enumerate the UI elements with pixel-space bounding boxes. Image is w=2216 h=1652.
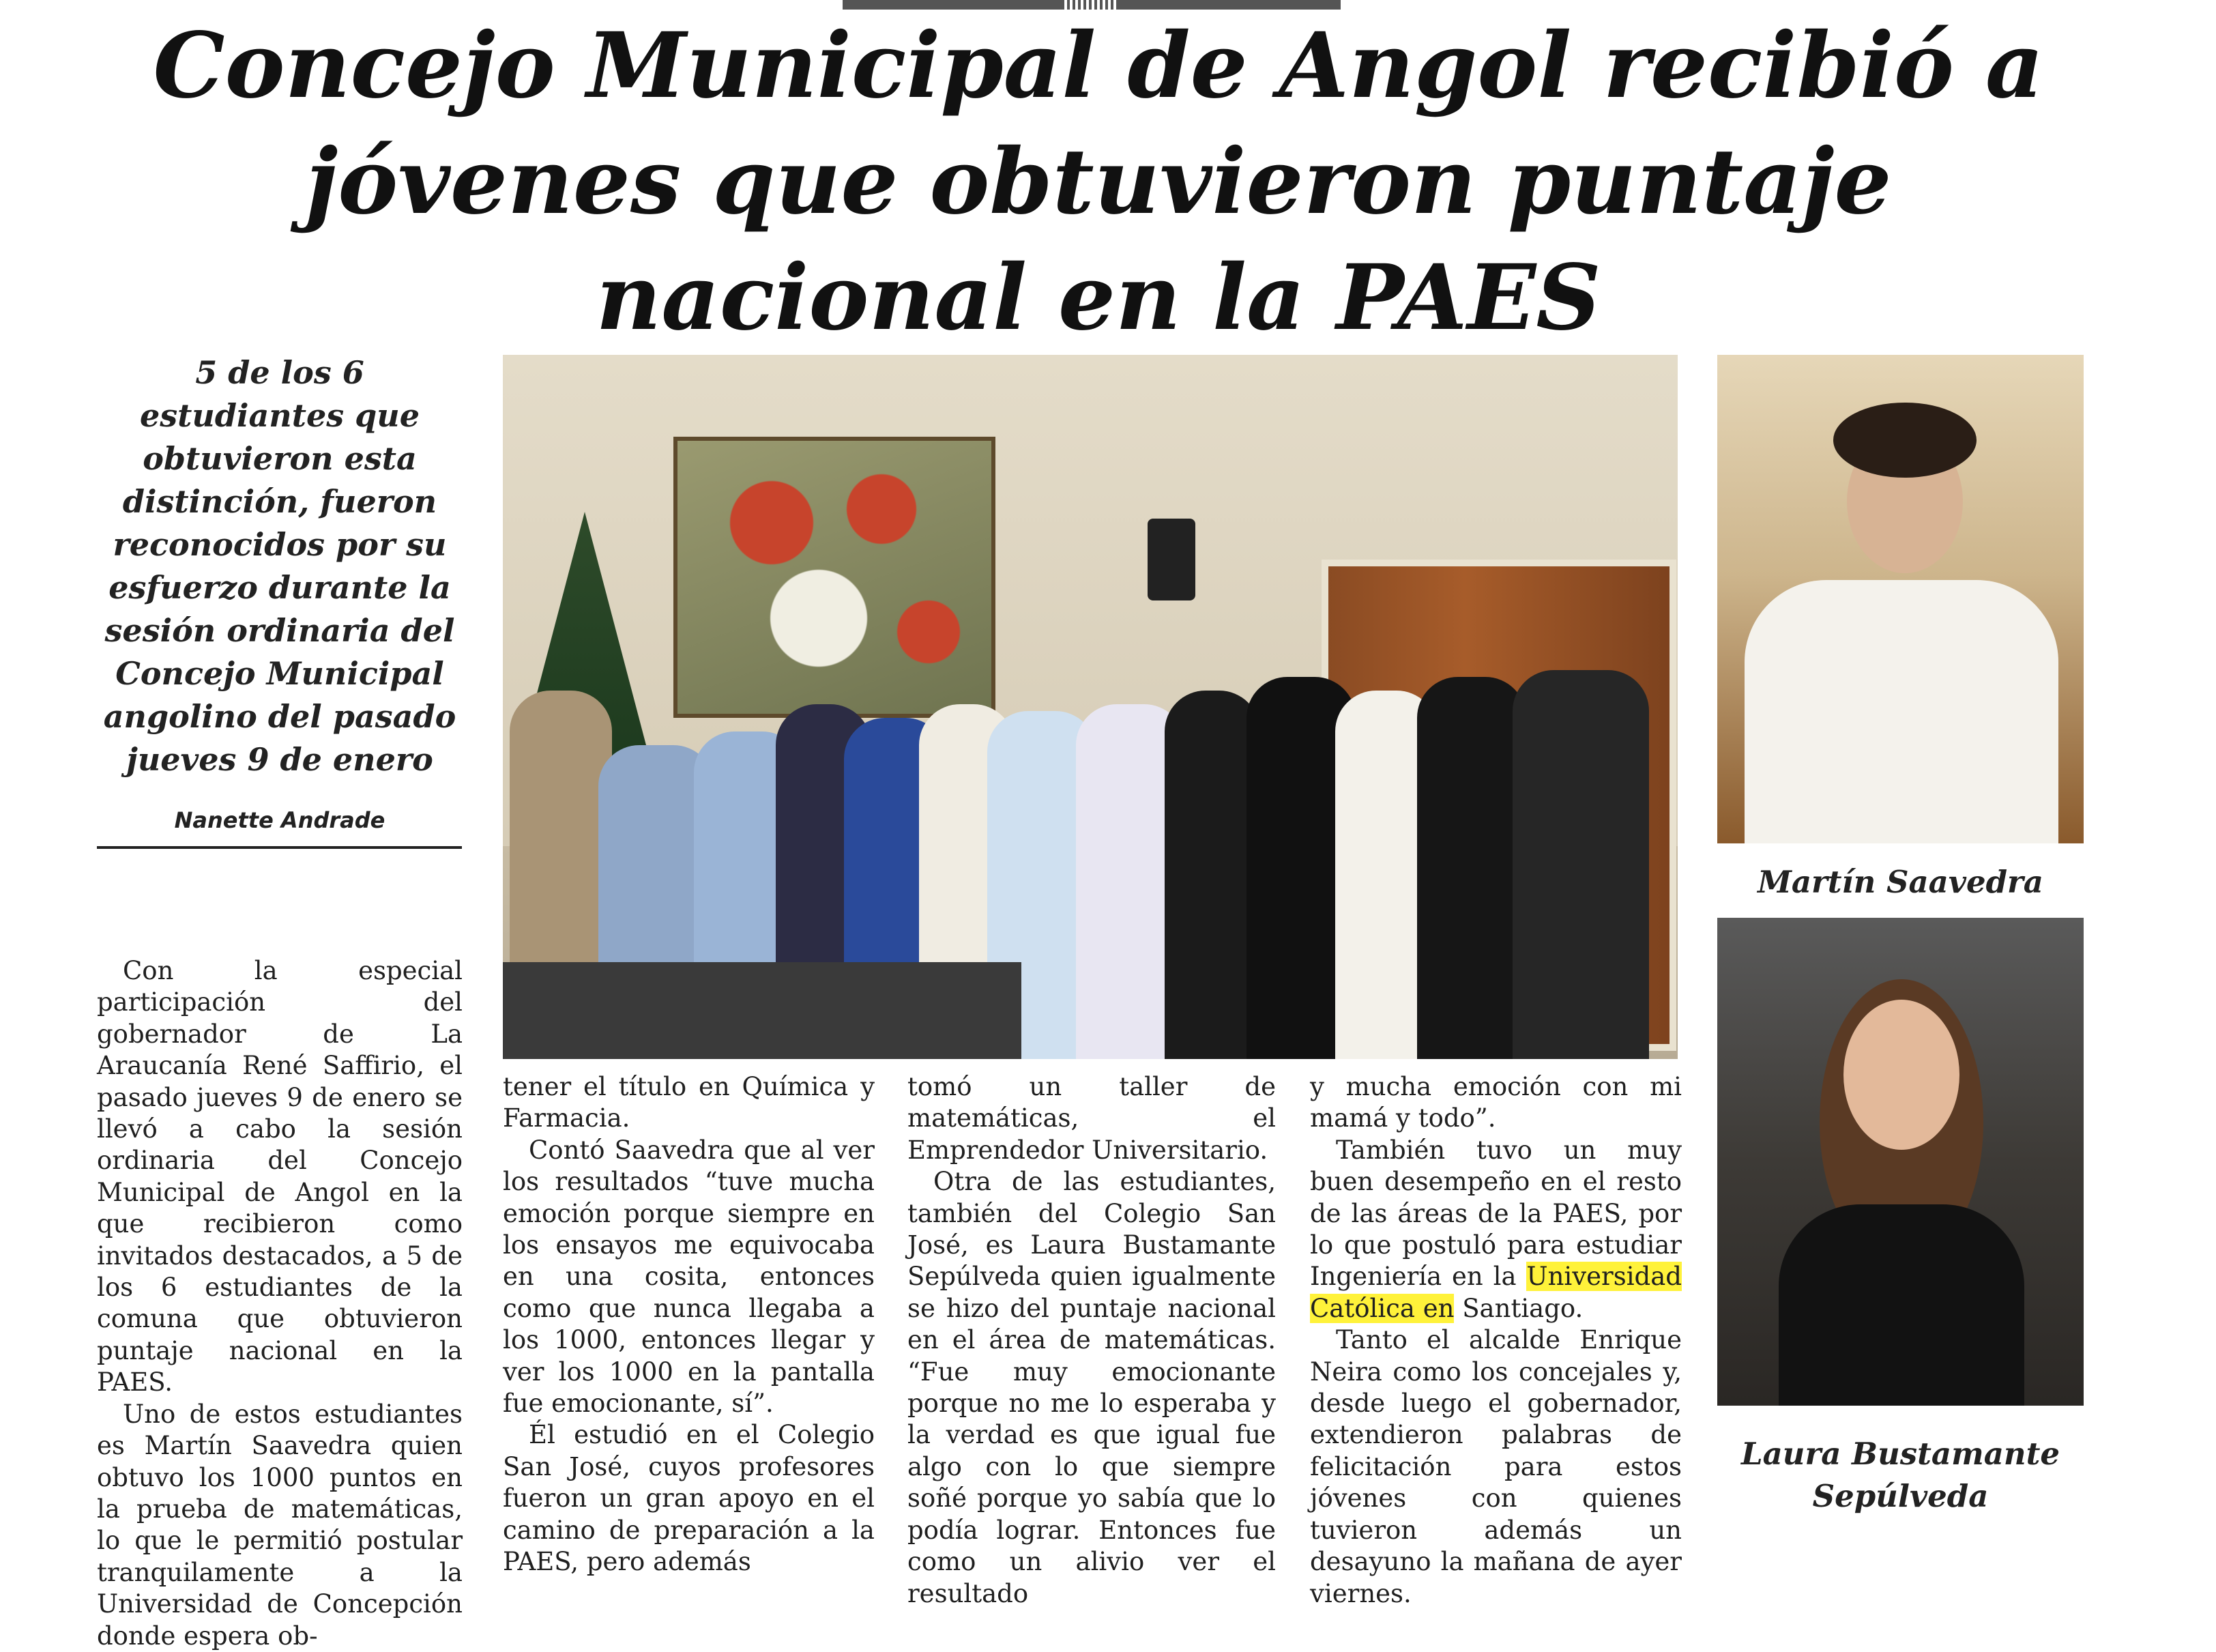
caption-laura	[1717, 1433, 2084, 1518]
paragraph: Uno de estos estudiantes es Martín Saavedra quien obtuvo los 1000 puntos en la prueba de matemáticas, lo que le permitió postular tranquilamente a la Universidad de Concepción donde espera ob-	[97, 1399, 463, 1651]
body-column-2	[503, 1071, 875, 1578]
portrait-laura	[1717, 918, 2084, 1406]
paragraph: tomó un taller de matemáticas, el Emprendedor Universitario.	[907, 1072, 1276, 1165]
byline-divider	[97, 846, 462, 849]
portrait-martin	[1717, 355, 2084, 843]
photo-speaker	[1148, 519, 1195, 600]
body-column-4	[1310, 1071, 1682, 1610]
paragraph-text: También tuvo un muy buen desempeño en el resto de las áreas de la PAES, por lo que postuló para estudiar Ingeniería en la	[1310, 1135, 1682, 1292]
byline: Nanette Andrade	[174, 807, 385, 833]
caption-laura-line1: Laura Bustamante	[1741, 1436, 2060, 1472]
portrait-top	[1779, 1204, 2024, 1406]
photo-table	[503, 962, 1021, 1059]
paragraph: Otra de las estudiantes, también del Colegio San José, es Laura Bustamante Sepúlveda quien igualmente se hizo del puntaje nacional en el área de matemáticas. “Fue muy emocionante porque no me lo esperaba y la verdad es que igual fue algo con lo que siempre soñé porque yo sabía que lo podía lograr. Entonces fue como un alivio ver el resultado	[907, 1167, 1276, 1608]
group-photo	[503, 355, 1678, 1059]
photo-person	[1513, 670, 1649, 1059]
paragraph: tener el título en Química y Farmacia.	[503, 1072, 875, 1133]
paragraph	[1310, 1135, 1682, 1324]
photo-person	[1417, 677, 1526, 1059]
paragraph: y mucha emoción con mi mamá y todo”.	[1310, 1072, 1682, 1133]
paragraph: Con la especial participación del gobernador de La Araucanía René Saffirio, el pasado jueves 9 de enero se llevó a cabo la sesión ordinaria del Concejo Municipal de Angol en la que recibieron como invitados destacados, a 5 de los 6 estudiantes de la comuna que obtuvieron puntaje nacional en la PAES.	[97, 956, 463, 1397]
paragraph: Él estudió en el Colegio San José, cuyos profesores fueron un gran apoyo en el camino de preparación a la PAES, pero además	[503, 1420, 875, 1577]
paragraph: Tanto el alcalde Enrique Neira como los concejales y, desde luego el gobernador, extendieron palabras de felicitación para estos jóvenes con quienes tuvieron además un desayuno la mañana de ayer viernes.	[1310, 1325, 1682, 1608]
portrait-hair	[1833, 403, 1977, 478]
caption-laura-line2: Sepúlveda	[1812, 1478, 1989, 1514]
paragraph-text: Santiago.	[1454, 1293, 1584, 1323]
photo-person	[1165, 691, 1260, 1059]
body-column-1	[97, 955, 463, 1652]
body-column-3	[907, 1071, 1276, 1610]
deck-subtitle: 5 de los 6 estudiantes que obtuvieron esta distinción, fueron reconocidos por su esfuerzo durante la sesión ordinaria del Concejo Municipal angolino del pasado jueves 9 de enero	[103, 354, 456, 778]
portrait-shirt	[1745, 580, 2058, 843]
headline: Concejo Municipal de Angol recibió a jóvenes que obtuvieron puntaje nacional en la PAES	[153, 13, 2044, 351]
portrait-face	[1843, 1000, 1959, 1150]
caption-martin: Martín Saavedra	[1758, 864, 2043, 900]
highlighted-text: Universidad Católica en	[1310, 1262, 1682, 1323]
paragraph: Contó Saavedra que al ver los resultados “tuve mucha emoción porque siempre en los ensayos me equivocaba en una cosita, entonces como que nunca llegaba a los 1000, entonces llegar y ver los 1000 en la pantalla fue emocionante, sí”.	[503, 1135, 875, 1419]
